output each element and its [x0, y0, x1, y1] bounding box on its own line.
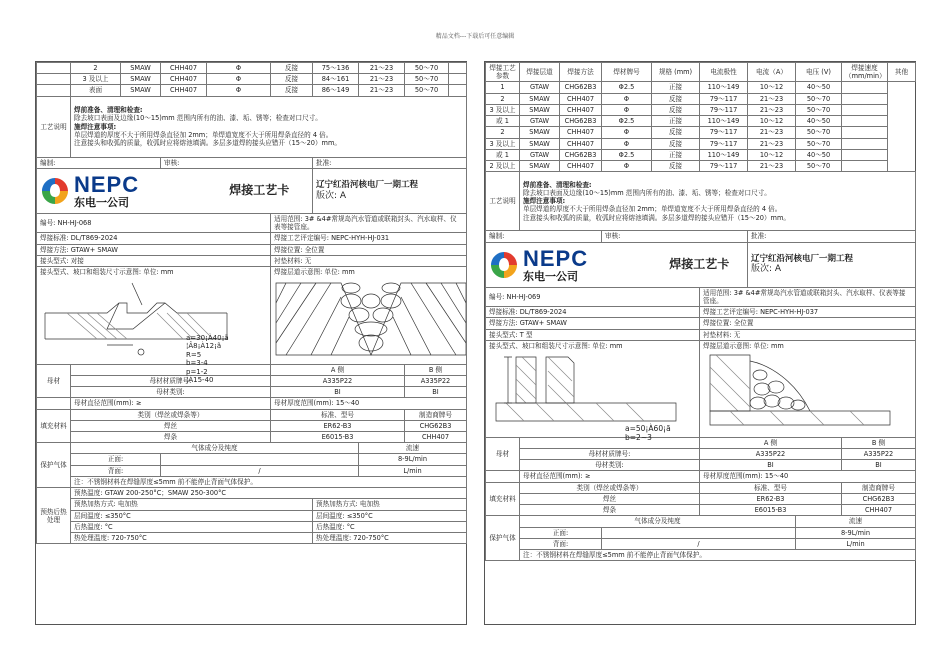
- pwht-temp-2: 热处理温度: 720-750°C: [313, 533, 467, 544]
- gas-front-comp: [602, 527, 796, 538]
- pass-cell: [842, 82, 888, 93]
- side-a: A 侧: [700, 437, 842, 448]
- pass-cell: 21～23: [748, 138, 796, 149]
- pass-cell: 79～117: [700, 138, 748, 149]
- pass-cell: Φ: [207, 63, 271, 74]
- gas-note: 注：不锈钢材料在焊缝厚度≤5mm 前不能停止背面气体保护。: [71, 476, 467, 487]
- pass-cell: Φ: [207, 74, 271, 85]
- standard: 焊接标准: DL/T869-2024: [37, 233, 271, 244]
- pass-cell: 79～117: [700, 127, 748, 138]
- pass-cell: 50～70: [796, 93, 842, 104]
- project-cell: [313, 168, 467, 213]
- pass-cell: 21～23: [359, 63, 405, 74]
- pass-row: [486, 93, 916, 104]
- joint-params: [186, 334, 229, 384]
- filler-head-0: 类别（焊丝或焊条等）: [520, 482, 700, 493]
- pass-cell: 21～23: [748, 127, 796, 138]
- pass-cell: 正接: [652, 149, 700, 160]
- weld-position: 焊接位置: 全位置: [271, 244, 467, 255]
- t-layer-sketch: [700, 351, 900, 427]
- pass-cell: 79～117: [700, 93, 748, 104]
- left-card-table: [36, 62, 467, 544]
- pass-cell: CHH407: [560, 104, 602, 115]
- pass-cell: 50～70: [796, 104, 842, 115]
- base-thickness: 母材厚度范围(mm): 15～40: [700, 471, 916, 482]
- pass-cell: 3 及以上: [486, 138, 520, 149]
- filler-head-0: 类别（焊丝或焊条等）: [71, 409, 271, 420]
- logo-cn: 东电一公司: [523, 269, 578, 283]
- right-card-table: [485, 62, 916, 561]
- logo-cell: [486, 242, 652, 287]
- pass-cell: 50～70: [405, 85, 449, 96]
- notes-title: 施焊注意事项:: [523, 197, 566, 206]
- pass-cell: CHG62B3: [560, 82, 602, 93]
- backing: 衬垫材料: 无: [700, 329, 916, 340]
- pass-cell: CHH407: [560, 161, 602, 172]
- weld-method: 焊接方法: GTAW+ SMAW: [486, 318, 700, 329]
- pass-cell: CHH407: [560, 138, 602, 149]
- pass-cell: CHG62B3: [560, 116, 602, 127]
- project-name: 辽宁红沿河核电厂一期工程: [316, 180, 419, 190]
- pass-cell: CHG62B3: [560, 149, 602, 160]
- pass-cell: Φ: [602, 161, 652, 172]
- process-desc: [520, 172, 916, 231]
- side-a: A 侧: [271, 364, 405, 375]
- filler-head-1: 标准、型号: [700, 482, 842, 493]
- filler-rod-std: E6015-B3: [700, 505, 842, 516]
- pass-cell: 21～23: [748, 93, 796, 104]
- base-grade-a: A335P22: [271, 375, 405, 386]
- left-pass-table: [37, 63, 467, 97]
- pass-cell: 50～70: [405, 74, 449, 85]
- nepc-logo-icon: [40, 176, 70, 206]
- joint-sketch-label: 接头型式、坡口和组装尺寸示意图: 单位: mm: [489, 341, 623, 350]
- standard: 焊接标准: DL/T869-2024: [486, 307, 700, 318]
- filler-label: 填充材料: [37, 409, 71, 443]
- pass-cell: 反接: [652, 138, 700, 149]
- joint-type: 接头型式: T 型: [486, 329, 700, 340]
- gas-back-comp: /: [602, 538, 796, 549]
- pass-cell: [449, 63, 467, 74]
- filler-rod-brand: CHH407: [842, 505, 916, 516]
- pass-cell: 40～50: [796, 82, 842, 93]
- joint-type: 接头型式: 对接: [37, 255, 271, 266]
- base-thickness: 母材厚度范围(mm): 15～40: [271, 398, 467, 409]
- notes-1: 单层焊道的厚度不大于所用焊条直径加 2mm；单焊道宽度不大于所用焊条直径的 4 倍。: [523, 205, 782, 214]
- base-cat-b: BI: [842, 460, 916, 471]
- filler-wire-std: ER62-B3: [271, 420, 405, 431]
- gas-back-flow: L/min: [796, 538, 916, 549]
- base-cat-a: BI: [271, 387, 405, 398]
- pass-cell: 21～23: [359, 74, 405, 85]
- gas-head-1: 流速: [359, 443, 467, 454]
- head-current: 电流（A）: [748, 63, 796, 82]
- pass-cell: 2: [71, 63, 121, 74]
- filler-rod: 焊条: [520, 505, 700, 516]
- pqr-number: 焊接工艺评定编号: NEPC-HYH-HJ-031: [271, 233, 467, 244]
- pwht-temp: 热处理温度: 720-750°C: [71, 533, 313, 544]
- interpass-temp-2: 层间温度: ≤350°C: [313, 510, 467, 521]
- version-label: 版次:: [316, 190, 338, 201]
- logo-text: NEPC: [74, 171, 140, 197]
- pass-row: [486, 138, 916, 149]
- left-weld-card: [35, 61, 467, 625]
- pass-cell: SMAW: [520, 93, 560, 104]
- pass-row: [37, 63, 467, 74]
- head-size: 规格 (mm): [652, 63, 700, 82]
- pass-cell: 75～136: [313, 63, 359, 74]
- afterheat-temp: 后热温度: °C: [71, 521, 313, 532]
- pass-cell: [842, 161, 888, 172]
- gas-back-flow: L/min: [359, 465, 467, 476]
- head-voltage: 电压 (V): [796, 63, 842, 82]
- t-joint-sketch: [486, 351, 686, 427]
- pass-cell: Φ: [602, 138, 652, 149]
- prep-title: 焊前准备、清理和检查:: [523, 180, 592, 189]
- joint-param: ¦Á15-40: [186, 375, 214, 384]
- base-grade-a: A335P22: [700, 448, 842, 459]
- pass-cell: [449, 85, 467, 96]
- joint-param: p=1-2: [186, 367, 208, 376]
- notes-2: 注意接头和收弧的质量，收弧时应将熔池填满。多层多道焊的接头应错开（15～20）mm。: [523, 213, 791, 222]
- pass-row: [486, 161, 916, 172]
- params-label: 焊接工艺参数: [486, 63, 520, 82]
- pass-cell: 反接: [271, 85, 313, 96]
- pass-cell: CHH407: [161, 74, 207, 85]
- pass-cell: 10～12: [748, 82, 796, 93]
- notes-2: 注意接头和收弧的质量，收弧时应将熔池填满。多层多道焊的接头应错开（15～20）mm。: [74, 139, 342, 148]
- process-desc-label: 工艺说明: [486, 172, 520, 231]
- pass-cell: [842, 127, 888, 138]
- interpass-temp: 层间温度: ≤350°C: [71, 510, 313, 521]
- pass-row: [37, 85, 467, 96]
- pqr-number: 焊接工艺评定编号: NEPC-HYH-HJ-037: [700, 307, 916, 318]
- pass-cell: SMAW: [121, 63, 161, 74]
- pass-cell: 表面: [71, 85, 121, 96]
- pass-cell: 50～70: [796, 127, 842, 138]
- filler-rod-brand: CHH407: [405, 431, 467, 442]
- pass-row: [486, 104, 916, 115]
- scope: 适用范围: 3# &4#常规岛汽水管道或联箱封头、汽水取样、仪表等接管座。: [700, 287, 916, 306]
- pass-cell: [842, 93, 888, 104]
- filler-head-2: 制造商牌号: [842, 482, 916, 493]
- joint-sketch-cell: [37, 267, 271, 364]
- page-header: 精品文档---下载后可任意编辑: [435, 33, 515, 40]
- pass-cell: 2: [486, 93, 520, 104]
- pass-row-label: [37, 74, 71, 85]
- pass-cell: 110～149: [700, 149, 748, 160]
- pass-row: [486, 116, 916, 127]
- base-metal-label: 母材: [486, 437, 520, 471]
- gas-head-0: 气体成分及纯度: [520, 516, 796, 527]
- compile-label: 编制:: [486, 231, 602, 242]
- pass-row-label: [37, 63, 71, 74]
- filler-wire: 焊丝: [520, 493, 700, 504]
- logo-text: NEPC: [523, 245, 589, 271]
- pass-cell: 3 及以上: [486, 104, 520, 115]
- joint-param: R=5: [186, 350, 202, 359]
- pass-row: [486, 127, 916, 138]
- pass-cell: Φ: [207, 85, 271, 96]
- filler-wire-brand: CHG62B3: [842, 493, 916, 504]
- base-grade-label: 母材材质牌号:: [71, 375, 271, 386]
- gas-back-label: 背面:: [71, 465, 161, 476]
- pass-cell: Φ: [602, 93, 652, 104]
- gas-back-comp: /: [161, 465, 359, 476]
- pass-cell: 正接: [652, 82, 700, 93]
- preheat-temp: 预热温度: GTAW 200-250°C；SMAW 250-300°C: [71, 488, 467, 499]
- process-desc: [71, 96, 467, 157]
- pass-cell: SMAW: [121, 85, 161, 96]
- head-speed: 焊接速度（mm/min）: [842, 63, 888, 82]
- pass-row: [37, 74, 467, 85]
- weld-layer-sketch: [271, 277, 467, 361]
- pass-cell: [842, 116, 888, 127]
- base-cat-b: BI: [405, 387, 467, 398]
- base-diameter: 母材直径范围(mm): ≥: [520, 471, 700, 482]
- pass-cell: Φ: [602, 104, 652, 115]
- filler-wire-brand: CHG62B3: [405, 420, 467, 431]
- filler-head-2: 制造商牌号: [405, 409, 467, 420]
- pass-cell: Φ2.5: [602, 116, 652, 127]
- pass-cell: 反接: [652, 161, 700, 172]
- gas-label: 保护气体: [486, 516, 520, 561]
- gas-back-label: 背面:: [520, 538, 602, 549]
- layer-sketch-label: 焊接层道示意图: 单位: mm: [703, 341, 784, 350]
- base-cat-a: BI: [700, 460, 842, 471]
- pass-cell: 10～12: [748, 149, 796, 160]
- preheat-method: 预热加热方式: 电加热: [71, 499, 313, 510]
- pass-cell: 或 1: [486, 116, 520, 127]
- pass-cell: CHH407: [161, 63, 207, 74]
- company-logo: [40, 171, 204, 209]
- pass-cell: [842, 138, 888, 149]
- pass-cell: GTAW: [520, 149, 560, 160]
- joint-sketch-label: 接头型式、坡口和组装尺寸示意图: 单位: mm: [40, 268, 174, 277]
- pass-cell: 21～23: [748, 104, 796, 115]
- pass-cell: [449, 74, 467, 85]
- pass-cell: GTAW: [520, 116, 560, 127]
- right-weld-card: [484, 61, 916, 625]
- joint-param: b=3-4: [186, 359, 208, 368]
- head-polarity: 电流极性: [700, 63, 748, 82]
- gas-front-label: 正面:: [71, 454, 161, 465]
- pass-cell: [842, 149, 888, 160]
- base-cat-label: 母材类别:: [71, 387, 271, 398]
- joint-params: [625, 424, 671, 442]
- pass-cell: 正接: [652, 116, 700, 127]
- process-desc-label: 工艺说明: [37, 96, 71, 157]
- pass-cell: 反接: [652, 104, 700, 115]
- pass-cell: 110～149: [700, 82, 748, 93]
- prep-text: 除去坡口表面及边缘(10～15)mm 范围内所有的油、漆、垢、锈等；检查对口尺寸。: [523, 188, 771, 197]
- pass-cell: 3 及以上: [71, 74, 121, 85]
- joint-param: a=30¡À40¡ã: [186, 334, 229, 342]
- pass-cell: 50～70: [796, 161, 842, 172]
- filler-rod-std: E6015-B3: [271, 431, 405, 442]
- gas-front-flow: 8-9L/min: [796, 527, 916, 538]
- card-title: 焊接工艺卡: [207, 168, 313, 213]
- pass-cell: 10～12: [748, 116, 796, 127]
- afterheat-temp-2: 后热温度: °C: [313, 521, 467, 532]
- head-layer: 焊接层道: [520, 63, 560, 82]
- logo-cn: 东电一公司: [74, 195, 129, 209]
- base-grade-b: A335P22: [405, 375, 467, 386]
- joint-param: b=2~3: [625, 433, 652, 442]
- pass-cell: 1: [486, 82, 520, 93]
- filler-label: 填充材料: [486, 482, 520, 516]
- postheat-method: 预热加热方式: 电加热: [313, 499, 467, 510]
- scope: 适用范围: 3# &4#常规岛汽水管道或联箱封头、汽水取样、仪表等接管座。: [271, 213, 467, 232]
- pass-cell: 79～117: [700, 104, 748, 115]
- filler-head-1: 标准、型号: [271, 409, 405, 420]
- gas-front-flow: 8-9L/min: [359, 454, 467, 465]
- filler-rod: 焊条: [71, 431, 271, 442]
- project-cell: [748, 242, 916, 287]
- version-value: A: [774, 264, 782, 275]
- card-title: 焊接工艺卡: [652, 242, 748, 287]
- project-name: 辽宁红沿河核电厂一期工程: [751, 253, 854, 264]
- pass-cell: 79～117: [700, 161, 748, 172]
- pass-cell: 110～149: [700, 116, 748, 127]
- gas-front-label: 正面:: [520, 527, 602, 538]
- weld-method: 焊接方法: GTAW+ SMAW: [37, 244, 271, 255]
- pass-cell: 反接: [652, 127, 700, 138]
- approve-label: 批准:: [313, 157, 467, 168]
- gas-note: 注：不锈钢材料在焊缝厚度≤5mm 前不能停止背面气体保护。: [520, 550, 916, 561]
- head-method: 焊接方法: [560, 63, 602, 82]
- base-grade-b: A335P22: [842, 448, 916, 459]
- card-number: 编号: NH-HJ-069: [486, 287, 700, 306]
- joint-sketch-cell: [486, 340, 700, 437]
- pass-cell: Φ2.5: [602, 149, 652, 160]
- pass-cell: 反接: [271, 63, 313, 74]
- gas-head-1: 流速: [796, 516, 916, 527]
- pass-cell: 21～23: [748, 161, 796, 172]
- base-diameter: 母材直径范围(mm): ≥: [71, 398, 271, 409]
- compile-label: 编制:: [37, 157, 161, 168]
- gas-front-comp: [161, 454, 359, 465]
- gas-head-0: 气体成分及纯度: [71, 443, 359, 454]
- pass-cell: 2: [486, 127, 520, 138]
- pass-cell: 或 1: [486, 149, 520, 160]
- pass-cell: CHH407: [560, 127, 602, 138]
- notes-title: 施焊注意事项:: [74, 122, 117, 131]
- layer-sketch-cell: [271, 267, 467, 364]
- pass-cell: 21～23: [359, 85, 405, 96]
- pass-row: [486, 149, 916, 160]
- layer-sketch-cell: [700, 340, 916, 437]
- filler-wire: 焊丝: [71, 420, 271, 431]
- head-other: 其他: [888, 63, 916, 82]
- head-material: 焊材牌号: [602, 63, 652, 82]
- company-logo: [489, 245, 649, 283]
- filler-wire-std: ER62-B3: [700, 493, 842, 504]
- prep-title: 焊前准备、清理和检查:: [74, 106, 143, 115]
- pass-cell: GTAW: [520, 82, 560, 93]
- pass-cell: Φ2.5: [602, 82, 652, 93]
- pass-cell: 50～70: [405, 63, 449, 74]
- logo-cell: [37, 168, 207, 213]
- pass-cell: 40～50: [796, 116, 842, 127]
- pass-cell: 40～50: [796, 149, 842, 160]
- pass-cell: [842, 104, 888, 115]
- preheat-label: 预热后热处理: [37, 488, 71, 544]
- notes-1: 单层焊道的厚度不大于所用焊条直径加 2mm；单焊道宽度不大于所用焊条直径的 4 倍。: [74, 130, 333, 139]
- nepc-logo-icon: [489, 250, 519, 280]
- approve-label: 批准:: [748, 231, 916, 242]
- pass-cell: SMAW: [520, 127, 560, 138]
- pass-cell: CHH407: [560, 93, 602, 104]
- side-b: B 侧: [842, 437, 916, 448]
- base-metal-label: 母材: [37, 364, 71, 398]
- side-b: B 侧: [405, 364, 467, 375]
- joint-param: a=50¡À60¡ã: [625, 424, 671, 433]
- version-value: A: [339, 190, 347, 201]
- version-label: 版次:: [751, 264, 773, 275]
- pass-cell: 反接: [652, 93, 700, 104]
- pass-cell: SMAW: [121, 74, 161, 85]
- backing: 衬垫材料: 无: [271, 255, 467, 266]
- pass-cell: 84～161: [313, 74, 359, 85]
- gas-label: 保护气体: [37, 443, 71, 488]
- pass-cell: SMAW: [520, 161, 560, 172]
- pass-cell: 反接: [271, 74, 313, 85]
- pass-cell: 50～70: [796, 138, 842, 149]
- review-label: 审核:: [161, 157, 313, 168]
- weld-position: 焊接位置: 全位置: [700, 318, 916, 329]
- pass-row-label: [37, 85, 71, 96]
- pass-cell: 86～149: [313, 85, 359, 96]
- pass-cell: 2 及以上: [486, 161, 520, 172]
- review-label: 审核:: [602, 231, 748, 242]
- pass-cell: CHH407: [161, 85, 207, 96]
- base-grade-label: 母材材质牌号:: [520, 448, 700, 459]
- card-number: 编号: NH-HJ-068: [37, 213, 271, 232]
- joint-param: ¦Â8¡À12¡ã: [186, 342, 222, 351]
- prep-text: 除去坡口表面及边缘(10～15)mm 范围内所有的油、漆、垢、锈等；检查对口尺寸。: [74, 114, 322, 123]
- pass-cell: SMAW: [520, 138, 560, 149]
- layer-sketch-label: 焊接层道示意图: 单位: mm: [274, 268, 355, 277]
- pass-cell: Φ: [602, 127, 652, 138]
- pass-row: [486, 82, 916, 93]
- pass-cell: SMAW: [520, 104, 560, 115]
- right-pass-table: [486, 82, 916, 172]
- base-cat-label: 母材类别:: [520, 460, 700, 471]
